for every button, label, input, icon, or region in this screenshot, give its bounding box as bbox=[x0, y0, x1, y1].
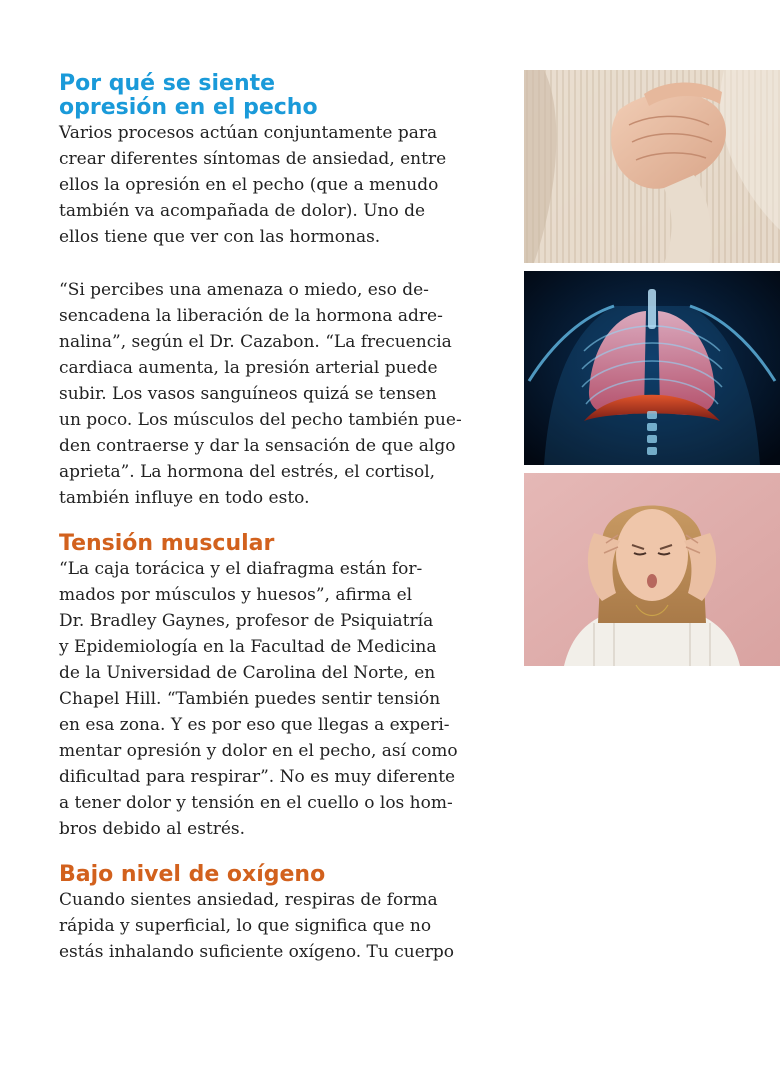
lungs-xray-illustration bbox=[524, 271, 780, 465]
heading-low-oxygen: Bajo nivel de oxígeno bbox=[59, 862, 326, 887]
article-column bbox=[59, 72, 504, 965]
paragraph-low-oxygen: Cuando sientes ansiedad, respiras de forma rápida y superficial, lo que significa que no estás inhalando suficiente oxígeno. Tu cuerpo bbox=[59, 890, 455, 962]
paragraph-muscle-tension: “La caja torácica y el diafragma están for- mados por músculos y huesos”, afirma el Dr. Bradley Gaynes, profesor de Psiquiatría y Epidemiología en la Facultad de Medicina de la Universidad de Carolina del Norte, en Chapel Hill. “También puedes sentir tensión en esa zona. Y es por eso que llegas a experi- mentar opresión y dolor en el pecho, así como dificultad para respirar”. No es muy diferente a tener dolor y tensión en el cuello o los hom- bros debido al estrés. bbox=[59, 559, 458, 839]
paragraph-chest-quote: “Si percibes una amenaza o miedo, eso de- sencadena la liberación de la hormona adre- nalina”, según el Dr. Cazabon. “La frecuencia cardiaca aumenta, la presión arterial puede subir. Los vasos sanguíneos quizá se tensen un poco. Los músculos del pecho también pue- den contraerse y dar la sensación de que algo aprieta”. La hormona del estrés, el cortisol, también influye en todo esto. bbox=[59, 280, 462, 508]
heading-chest-tightness: Por qué se siente opresión en el pecho bbox=[59, 71, 318, 120]
heading-muscle-tension: Tensión muscular bbox=[59, 531, 275, 556]
hand-on-chest-photo bbox=[524, 70, 780, 263]
stressed-woman-photo bbox=[524, 473, 780, 666]
photo-column bbox=[524, 70, 780, 666]
paragraph-chest-intro: Varios procesos actúan conjuntamente para crear diferentes síntomas de ansiedad, entre ellos la opresión en el pecho (que a menudo también va acompañada de dolor). Uno de ellos tiene que ver con las hormonas. bbox=[59, 123, 447, 247]
